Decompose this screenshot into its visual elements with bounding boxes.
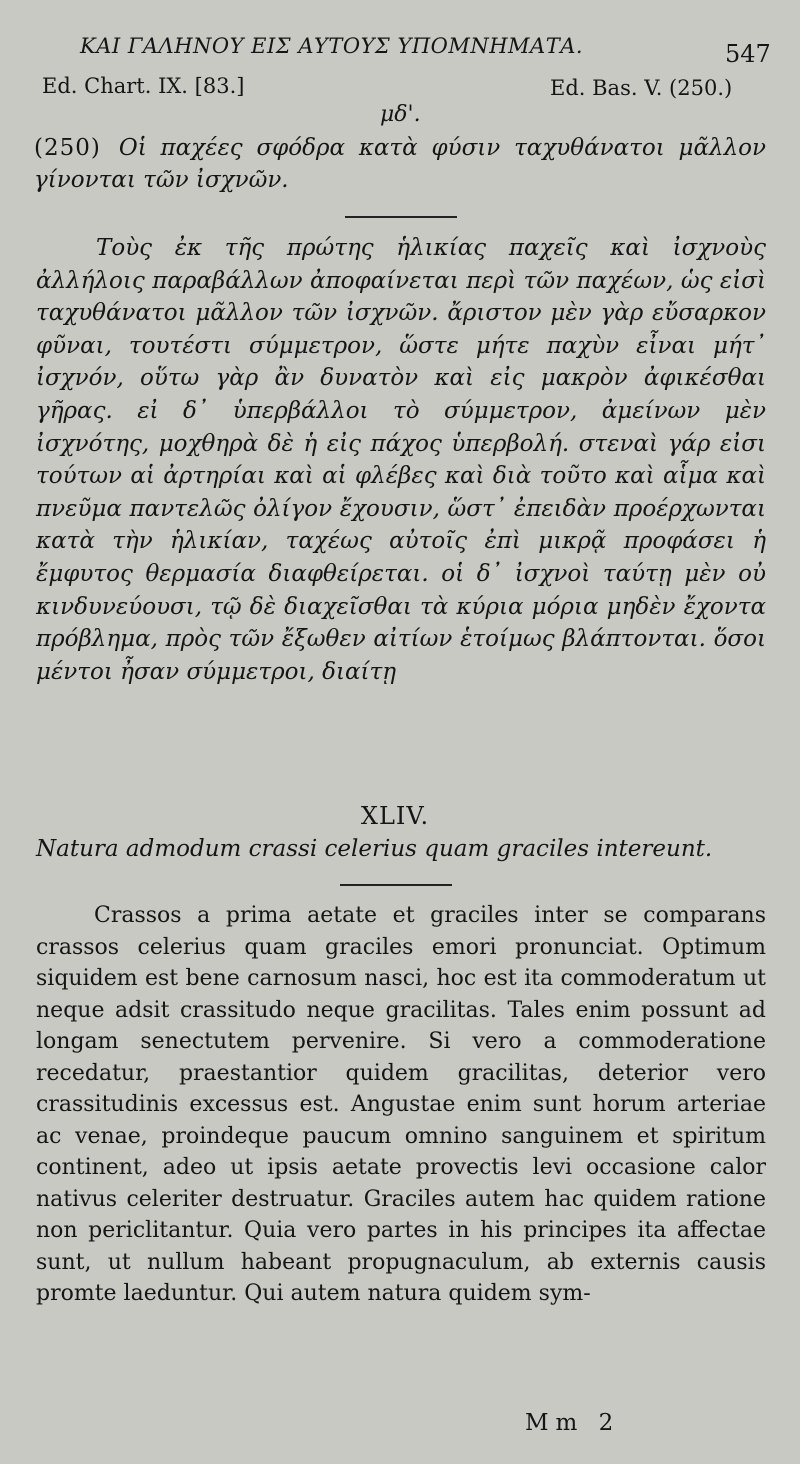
- section-divider: [345, 216, 457, 218]
- greek-aphorism: [34, 132, 766, 196]
- greek-aphorism-number: μδ'.: [380, 102, 421, 127]
- edition-chart-reference: Ed. Chart. IX. [83.]: [42, 74, 245, 98]
- edition-basel-reference: Ed. Bas. V. (250.): [550, 76, 733, 100]
- signature-mark: Mm 2: [525, 1410, 621, 1436]
- margin-reference: (250): [34, 135, 101, 161]
- latin-commentary: Crassos a prima aetate et graciles inter se comparans crassos celerius quam graciles emori pronunciat. Optimum siquidem est bene carnosum nasci, hoc est ita commoderatum ut neque adsit crassitudo neque gracilitas. Tales enim possunt ad longam senectutem pervenire. Si vero a commoderatione recedatur, praestantior quidem gracilitas, deterior vero crassitudinis excessus est. Angustae enim sunt horum arteriae ac venae, proindeque paucum omnino sanguinem et spiritum continent, adeo ut ipsis aetate provectis levi occasione calor nativus celeriter destruatur. Graciles autem hac quidem ratione non periclitantur. Quia vero partes in his principes ita affectae sunt, ut nullum habeant propugnaculum, ab externis causis promte laeduntur. Qui autem natura quidem sym-: [36, 903, 766, 1306]
- page-number: 547: [725, 40, 771, 68]
- greek-aphorism-text: Οἱ παχέες σφόδρα κατὰ φύσιν ταχυθάνατοι μᾶλλον γίνονται τῶν ἰσχνῶν.: [34, 135, 766, 193]
- section-divider: [340, 884, 452, 886]
- greek-commentary: Τοὺς ἐκ τῆς πρώτης ἡλικίας παχεῖς καὶ ἰσχνοὺς ἀλλήλοις παραβάλλων ἀποφαίνεται περὶ τῶν παχέων, ὡς εἰσὶ ταχυθάνατοι μᾶλλον τῶν ἰσχνῶν. ἄριστον μὲν γὰρ εὔσαρκον φῦναι, τουτέστι σύμμετρον, ὥστε μήτε παχὺν εἶναι μήτ᾽ ἰσχνόν, οὕτω γὰρ ἂν δυνατὸν καὶ εἰς μακρὸν ἀφικέσθαι γῆρας. εἰ δ᾽ ὑπερβάλλοι τὸ σύμμετρον, ἀμείνων μὲν ἰσχνότης, μοχθηρὰ δὲ ἡ εἰς πάχος ὑπερβολή. στεναὶ γάρ εἰσι τούτων αἱ ἀρτηρίαι καὶ αἱ φλέβες καὶ διὰ τοῦτο καὶ αἷμα καὶ πνεῦμα παντελῶς ὀλίγον ἔχουσιν, ὥστ᾽ ἐπειδὰν προέρχωνται κατὰ τὴν ἡλικίαν, ταχέως αὐτοῖς ἐπὶ μικρᾷ προφάσει ἡ ἔμφυτος θερμασία διαφθείρεται. οἱ δ᾽ ἰσχνοὶ ταύτῃ μὲν οὐ κινδυνεύουσι, τῷ δὲ διαχεῖσθαι τὰ κύρια μόρια μηδὲν ἔχοντα πρόβλημα, πρὸς τῶν ἔξωθεν αἰτίων ἑτοίμως βλάπτονται. ὅσοι μέντοι ἦσαν σύμμετροι, διαίτῃ: [36, 235, 766, 685]
- latin-aphorism-number: XLIV.: [360, 802, 430, 830]
- running-title: ΚΑΙ ΓΑΛΗΝΟΥ ΕΙΣ ΑΥΤΟΥΣ ΥΠΟΜΝΗΜΑΤΑ.: [80, 34, 584, 58]
- latin-aphorism: Natura admodum crassi celerius quam graciles intereunt.: [36, 836, 713, 862]
